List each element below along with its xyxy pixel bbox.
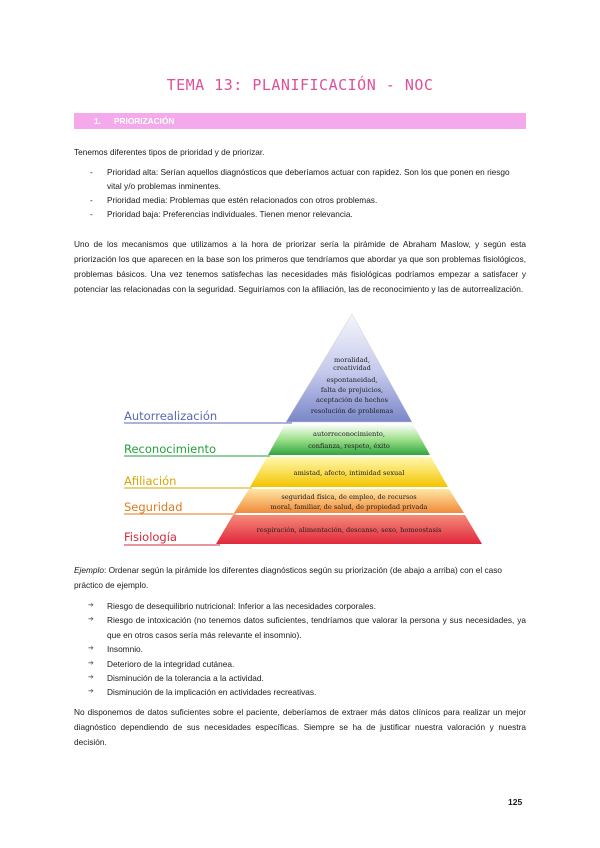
diagnosis-list [74,599,526,700]
pyramid-tier-seguridad [234,489,464,513]
list-item [74,207,526,221]
diagnosis-text: Riesgo de desequilibrio nutricional: Inferior a las necesidades corporales. [107,601,376,611]
pyramid-tier-afiliacion [250,457,448,487]
diagnosis-text: Riesgo de intoxicación (no tenemos datos suficientes, tendríamos que valorar la persona y sus necesidades, ya que en otros casos sería más relevante el insomnio). [107,615,526,640]
tier-text: aceptación de hechos [315,396,389,404]
priority-label: Prioridad alta [107,167,156,177]
list-item [74,613,526,642]
maslow-pyramid-figure [112,300,488,552]
section-number: 1. [94,116,101,126]
list-item [74,193,526,207]
pyramid-tier-reconocimiento [268,424,430,455]
closing-paragraph: No disponemos de datos suficientes sobre el paciente, deberíamos de extraer más datos clínicos para realizar un mejor diagnóstico dependiendo de sus necesidades específicas. Siempre se ha de justificar nuestra valoración y nuestra decisión. [74,707,526,747]
page-number: 125 [508,797,523,807]
section-title: PRIORIZACIÓN [114,116,175,126]
arrow-right-icon: ➔ [88,688,94,696]
example-paragraph [74,563,526,593]
tier-text: resolución de problemas [310,407,394,415]
arrow-right-icon: ➔ [88,659,94,667]
list-item [74,165,526,193]
arrow-right-icon: ➔ [88,674,94,682]
priority-text: : Preferencias individuales. Tienen menor relevancia. [158,209,353,219]
tier-text: seguridad física, de empleo, de recursos [281,493,417,501]
pyramid-tier-fisiologia [216,515,482,544]
arrow-right-icon: ➔ [88,602,94,609]
diagnosis-text: Disminución de la implicación en actividades recreativas. [107,687,317,698]
tier-text: falta de prejuicios, [320,386,384,394]
level-label-fisiologia: Fisiología [124,530,177,544]
list-item [74,599,526,613]
pyramid-tier-autorrealizacion [286,314,412,422]
list-item [74,642,526,656]
arrow-right-icon: ➔ [88,645,94,653]
list-item [74,671,526,685]
priority-label: Prioridad media [107,195,166,205]
level-label-autorrealizacion: Autorrealización [124,409,218,423]
page-title: TEMA 13: PLANIFICACIÓN - NOC [166,76,434,94]
tier-text: moralidad, [334,356,370,364]
level-label-seguridad: Seguridad [124,500,183,514]
tier-text: espontaneidad, [326,376,378,384]
priority-list [74,165,526,221]
priority-text: : Serían aquellos diagnósticos que deberíamos actuar con rapidez. Son los que ponen en riesgo vital y/o problemas inminentes. [107,167,510,191]
diagnosis-text: Insomnio. [107,644,143,655]
arrow-right-icon: ➔ [88,616,94,624]
example-text: : Ordenar según la pirámide los diferentes diagnósticos según su priorización (de abajo a arriba) con el caso práctico de ejemplo. [74,565,502,590]
list-item [74,685,526,699]
tier-text: respiración, alimentación, descanso, sexo, homeostasis [256,526,442,534]
list-item [74,657,526,671]
level-label-reconocimiento: Reconocimiento [124,442,217,456]
tier-text: confianza, respeto, éxito [308,442,390,450]
example-label: Ejemplo [74,565,104,575]
tier-text: amistad, afecto, intimidad sexual [293,469,405,477]
section-heading [74,113,526,129]
intro-paragraph: Tenemos diferentes tipos de prioridad y de priorizar. [74,147,265,157]
maslow-paragraph: Uno de los mecanismos que utilizamos a la hora de priorizar sería la pirámide de Abraham Maslow, y según esta priorización los que aparecen en la base son los primeros que tendríamos que abordar ya que son problemas fisiológicos, problemas básicos. Una vez tenemos satisfechas las necesidades más fisiológicas podríamos empezar a satisfacer y potenciar las relacionadas con la seguridad. Seguiríamos con la afiliación, las de reconocimiento y las de autorrealización. [74,239,526,294]
tier-text: autorreconocimiento, [313,430,385,438]
diagnosis-text: Deterioro de la integridad cutánea. [107,658,235,669]
tier-text: moral, familiar, de salud, de propiedad privada [270,503,428,511]
priority-label: Prioridad baja [107,209,159,219]
priority-text: : Problemas que estén relacionados con otros problemas. [165,195,378,205]
level-label-afiliacion: Afiliación [124,474,177,488]
tier-text: creatividad [333,364,371,372]
diagnosis-text: Disminución de la tolerancia a la actividad. [107,673,264,684]
